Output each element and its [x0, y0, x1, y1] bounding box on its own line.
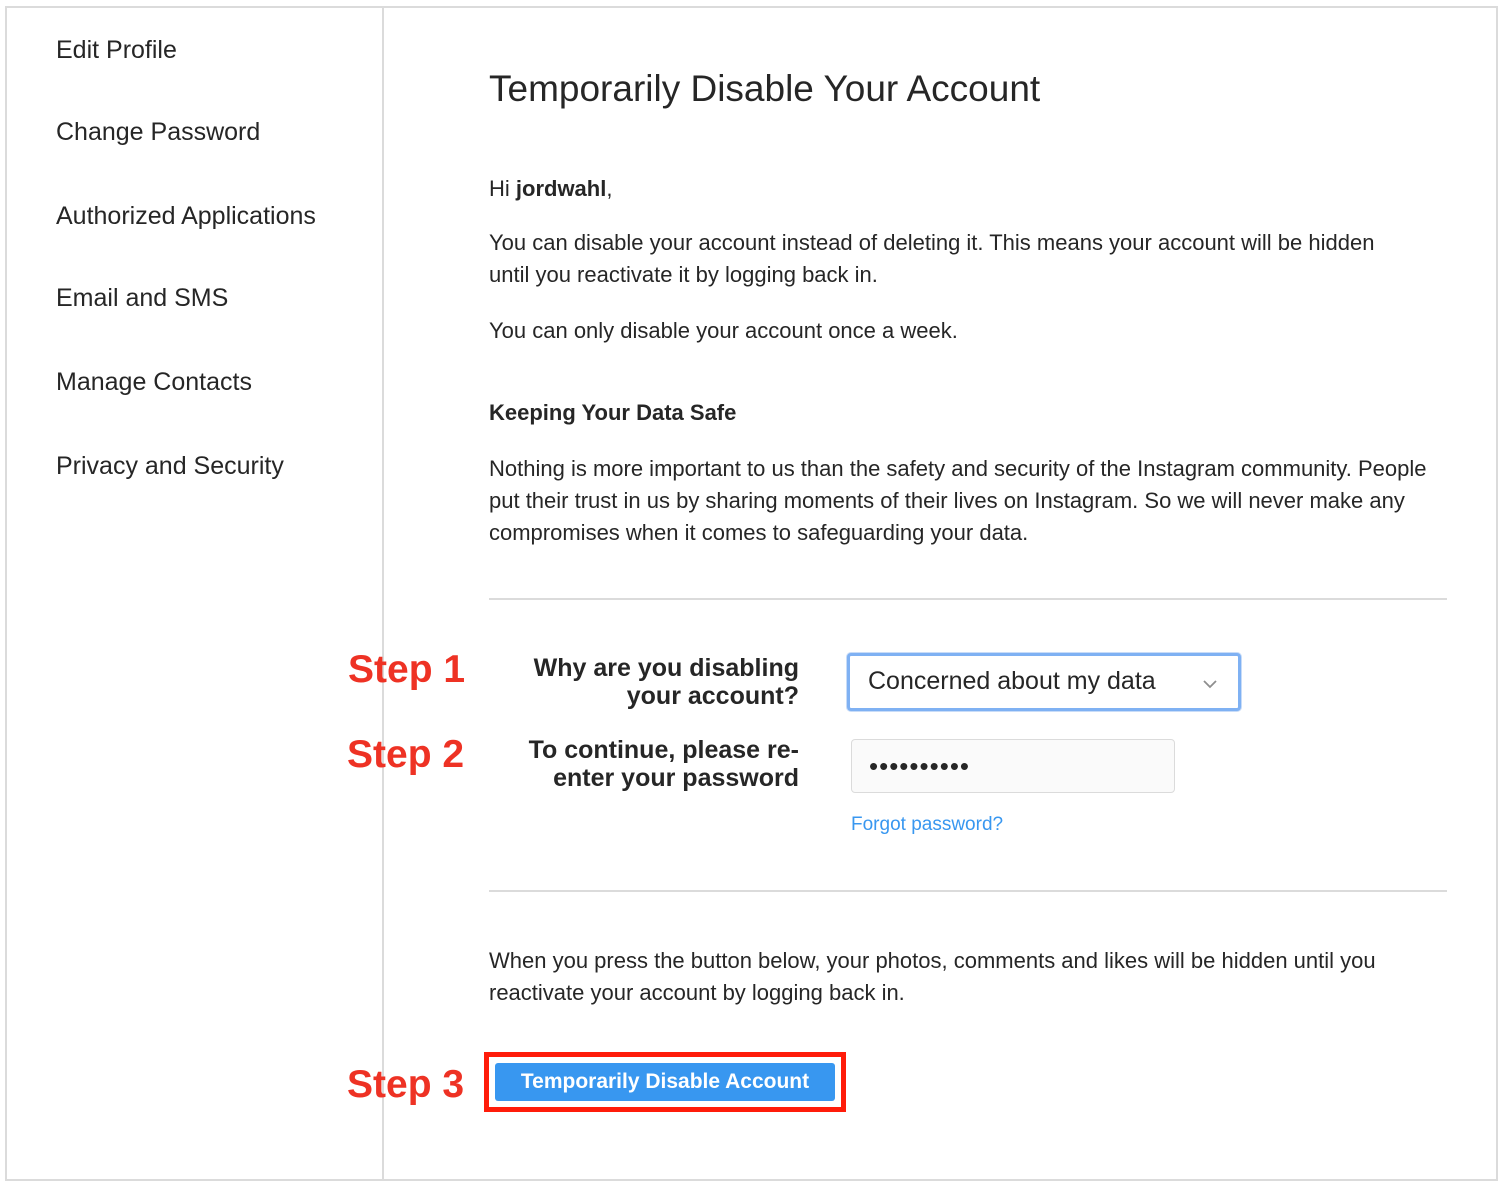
temporarily-disable-account-button[interactable]: Temporarily Disable Account: [495, 1063, 835, 1101]
password-input[interactable]: [851, 739, 1175, 793]
reason-label: Why are you disabling your account?: [533, 654, 799, 710]
button-highlight-outline: [484, 1052, 846, 1112]
step-1-annotation: Step 1: [348, 648, 466, 691]
step-2-annotation: Step 2: [347, 733, 465, 776]
password-label: To continue, please re-enter your password: [528, 736, 799, 792]
username: jordwahl: [515, 176, 607, 201]
data-safe-body: Nothing is more important to us than the safety and security of the Instagram community. People put their trust in us by sharing moments of their lives on Instagram. So we will never make any compromises when it comes to safeguarding your data.: [489, 456, 1427, 545]
sidebar-item-email-sms[interactable]: Email and SMS: [56, 284, 229, 312]
once-week-text: You can only disable your account once a week.: [489, 318, 958, 343]
final-note: When you press the button below, your photos, comments and likes will be hidden until you reactivate your account by logging back in.: [489, 948, 1376, 1005]
forgot-password-link[interactable]: Forgot password?: [851, 814, 1004, 835]
sidebar-item-authorized-applications[interactable]: Authorized Applications: [56, 202, 316, 230]
divider-bottom: [489, 890, 1447, 892]
divider-top: [489, 598, 1447, 600]
step-3-annotation: Step 3: [347, 1063, 465, 1106]
intro-text: You can disable your account instead of deleting it. This means your account will be hidden until you reactivate it by logging back in.: [489, 230, 1375, 287]
sidebar-item-change-password[interactable]: Change Password: [56, 118, 261, 146]
page-title: Temporarily Disable Your Account: [489, 68, 1041, 109]
greeting-prefix: Hi: [489, 176, 516, 201]
greeting-suffix: ,: [606, 176, 613, 201]
password-value: ••••••••••: [869, 751, 971, 781]
sidebar-item-privacy-security[interactable]: Privacy and Security: [56, 452, 284, 480]
data-safe-heading: Keeping Your Data Safe: [489, 400, 737, 425]
reason-select-value: Concerned about my data: [868, 667, 1156, 695]
reason-select[interactable]: [847, 653, 1241, 711]
sidebar-item-edit-profile[interactable]: Edit Profile: [56, 36, 177, 64]
main-content: [7, 8, 1496, 1179]
sidebar-item-manage-contacts[interactable]: Manage Contacts: [56, 368, 252, 396]
greeting: [489, 173, 612, 205]
settings-window: [5, 6, 1498, 1181]
chevron-down-icon: [1202, 676, 1218, 692]
